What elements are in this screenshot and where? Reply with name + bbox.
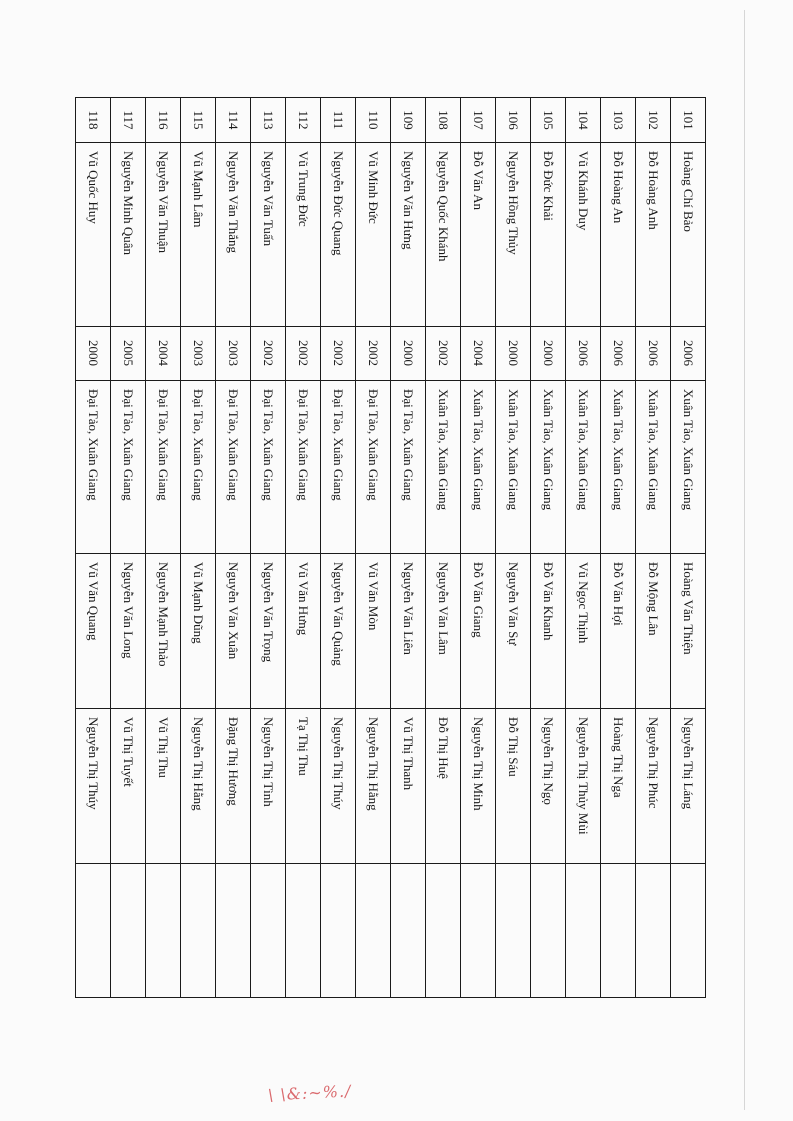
- cell-notes: [671, 864, 706, 998]
- cell-mother-name: Hoàng Thị Nga: [601, 709, 636, 864]
- cell-mother-name: Nguyễn Thị Phúc: [636, 709, 671, 864]
- cell-name: Nguyễn Văn Thắng: [216, 143, 251, 327]
- cell-stt: 112: [286, 98, 321, 143]
- cell-address: Đại Tảo, Xuân Giang: [286, 381, 321, 554]
- cell-notes: [391, 864, 426, 998]
- cell-mother-name: Vũ Thị Tuyết: [111, 709, 146, 864]
- cell-birth-year: 2002: [426, 327, 461, 381]
- cell-father-name: Nguyễn Văn Sự: [496, 554, 531, 709]
- cell-address: Xuân Tảo, Xuân Giang: [601, 381, 636, 554]
- cell-father-name: Nguyễn Văn Xuân: [216, 554, 251, 709]
- cell-notes: [531, 864, 566, 998]
- cell-stt: 110: [356, 98, 391, 143]
- cell-mother-name: Nguyễn Thị Hằng: [356, 709, 391, 864]
- cell-birth-year: 2006: [636, 327, 671, 381]
- cell-name: Vũ Minh Đức: [356, 143, 391, 327]
- cell-address: Đại Tảo, Xuân Giang: [111, 381, 146, 554]
- cell-birth-year: 2002: [356, 327, 391, 381]
- cell-mother-name: Nguyễn Thị Láng: [671, 709, 706, 864]
- cell-address: Xuân Tảo, Xuân Giang: [636, 381, 671, 554]
- cell-birth-year: 2000: [496, 327, 531, 381]
- cell-birth-year: 2002: [286, 327, 321, 381]
- cell-address: Xuân Tảo, Xuân Giang: [426, 381, 461, 554]
- cell-mother-name: Nguyễn Thị Thúy: [321, 709, 356, 864]
- cell-name: Nguyễn Văn Thuận: [146, 143, 181, 327]
- cell-stt: 108: [426, 98, 461, 143]
- cell-birth-year: 2000: [531, 327, 566, 381]
- cell-father-name: Nguyễn Văn Lâm: [426, 554, 461, 709]
- cell-mother-name: Vũ Thị Thu: [146, 709, 181, 864]
- cell-name: Vũ Mạnh Lâm: [181, 143, 216, 327]
- cell-address: Đại Tảo, Xuân Giang: [356, 381, 391, 554]
- cell-father-name: Nguyễn Văn Long: [111, 554, 146, 709]
- cell-father-name: Vũ Văn Mòn: [356, 554, 391, 709]
- cell-address: Đại Tảo, Xuân Giang: [181, 381, 216, 554]
- cell-name: Đỗ Đức Khải: [531, 143, 566, 327]
- cell-notes: [251, 864, 286, 998]
- cell-stt: 111: [321, 98, 356, 143]
- cell-notes: [566, 864, 601, 998]
- table-row: [636, 98, 671, 998]
- cell-father-name: Đỗ Mộng Lân: [636, 554, 671, 709]
- cell-birth-year: 2003: [216, 327, 251, 381]
- cell-birth-year: 2002: [321, 327, 356, 381]
- table-row: [461, 98, 496, 998]
- cell-name: Nguyễn Văn Tuấn: [251, 143, 286, 327]
- table-row: [531, 98, 566, 998]
- cell-stt: 115: [181, 98, 216, 143]
- table-row: [181, 98, 216, 998]
- cell-address: Đại Tảo, Xuân Giang: [321, 381, 356, 554]
- cell-birth-year: 2003: [181, 327, 216, 381]
- cell-stt: 105: [531, 98, 566, 143]
- cell-birth-year: 2006: [601, 327, 636, 381]
- cell-stt: 109: [391, 98, 426, 143]
- cell-name: Đỗ Văn An: [461, 143, 496, 327]
- cell-stt: 116: [146, 98, 181, 143]
- cell-mother-name: Đỗ Thị Huệ: [426, 709, 461, 864]
- cell-mother-name: Tạ Thị Thu: [286, 709, 321, 864]
- cell-mother-name: Nguyễn Thị Tình: [251, 709, 286, 864]
- cell-stt: 118: [76, 98, 111, 143]
- cell-name: Nguyễn Đức Quang: [321, 143, 356, 327]
- cell-father-name: Nguyễn Văn Quảng: [321, 554, 356, 709]
- table-row: [356, 98, 391, 998]
- cell-address: Đại Tảo, Xuân Giang: [391, 381, 426, 554]
- cell-father-name: Hoàng Văn Thiện: [671, 554, 706, 709]
- cell-mother-name: Nguyễn Thị Minh: [461, 709, 496, 864]
- cell-address: Xuân Tảo, Xuân Giang: [671, 381, 706, 554]
- red-signature-mark: \ \&:~%./: [267, 1081, 352, 1105]
- table-body: [76, 98, 706, 998]
- table-row: [566, 98, 601, 998]
- cell-birth-year: 2005: [111, 327, 146, 381]
- table-row: [496, 98, 531, 998]
- cell-birth-year: 2006: [671, 327, 706, 381]
- cell-birth-year: 2006: [566, 327, 601, 381]
- cell-notes: [636, 864, 671, 998]
- cell-name: Đỗ Hoàng An: [601, 143, 636, 327]
- cell-stt: 101: [671, 98, 706, 143]
- cell-address: Đại Tảo, Xuân Giang: [76, 381, 111, 554]
- cell-birth-year: 2002: [251, 327, 286, 381]
- cell-birth-year: 2004: [461, 327, 496, 381]
- cell-notes: [111, 864, 146, 998]
- cell-name: Nguyễn Hồng Thủy: [496, 143, 531, 327]
- cell-notes: [496, 864, 531, 998]
- cell-father-name: Đỗ Văn Khanh: [531, 554, 566, 709]
- table-row: [216, 98, 251, 998]
- cell-notes: [216, 864, 251, 998]
- cell-stt: 113: [251, 98, 286, 143]
- cell-stt: 107: [461, 98, 496, 143]
- cell-address: Xuân Tảo, Xuân Giang: [566, 381, 601, 554]
- cell-notes: [601, 864, 636, 998]
- cell-name: Nguyễn Minh Quân: [111, 143, 146, 327]
- rotated-table-container: [86, 97, 706, 997]
- cell-father-name: Vũ Văn Hưng: [286, 554, 321, 709]
- cell-stt: 104: [566, 98, 601, 143]
- cell-birth-year: 2000: [391, 327, 426, 381]
- cell-father-name: Vũ Văn Quang: [76, 554, 111, 709]
- cell-stt: 114: [216, 98, 251, 143]
- cell-father-name: Nguyễn Mạnh Thảo: [146, 554, 181, 709]
- cell-name: Vũ Khánh Duy: [566, 143, 601, 327]
- cell-father-name: Nguyễn Văn Liên: [391, 554, 426, 709]
- cell-birth-year: 2000: [76, 327, 111, 381]
- cell-mother-name: Nguyễn Thị Thúy: [76, 709, 111, 864]
- cell-name: Nguyễn Quốc Khánh: [426, 143, 461, 327]
- cell-notes: [321, 864, 356, 998]
- cell-father-name: Nguyễn Văn Trọng: [251, 554, 286, 709]
- cell-stt: 117: [111, 98, 146, 143]
- table-row: [146, 98, 181, 998]
- cell-name: Đỗ Hoàng Anh: [636, 143, 671, 327]
- cell-birth-year: 2004: [146, 327, 181, 381]
- cell-mother-name: Nguyễn Thị Hằng: [181, 709, 216, 864]
- cell-father-name: Đỗ Văn Giang: [461, 554, 496, 709]
- table-row: [251, 98, 286, 998]
- cell-father-name: Đỗ Văn Hợi: [601, 554, 636, 709]
- cell-name: Hoàng Chí Bảo: [671, 143, 706, 327]
- cell-mother-name: Vũ Thị Thanh: [391, 709, 426, 864]
- cell-stt: 103: [601, 98, 636, 143]
- table-row: [601, 98, 636, 998]
- table-row: [76, 98, 111, 998]
- cell-address: Xuân Tảo, Xuân Giang: [531, 381, 566, 554]
- cell-notes: [76, 864, 111, 998]
- cell-stt: 102: [636, 98, 671, 143]
- table-row: [671, 98, 706, 998]
- cell-stt: 106: [496, 98, 531, 143]
- cell-name: Nguyễn Văn Hưng: [391, 143, 426, 327]
- cell-mother-name: Đỗ Thị Sáu: [496, 709, 531, 864]
- cell-father-name: Vũ Ngọc Thịnh: [566, 554, 601, 709]
- cell-mother-name: Nguyễn Thị Thủy Mùi: [566, 709, 601, 864]
- table-row: [391, 98, 426, 998]
- cell-father-name: Vũ Mạnh Dũng: [181, 554, 216, 709]
- cell-name: Vũ Trung Đức: [286, 143, 321, 327]
- page-edge-line: [744, 10, 745, 1110]
- cell-mother-name: Nguyễn Thị Ngọ: [531, 709, 566, 864]
- table-row: [286, 98, 321, 998]
- cell-address: Đại Tảo, Xuân Giang: [251, 381, 286, 554]
- cell-notes: [426, 864, 461, 998]
- cell-notes: [356, 864, 391, 998]
- student-list-table: [75, 97, 706, 998]
- cell-name: Vũ Quốc Huy: [76, 143, 111, 327]
- cell-mother-name: Đặng Thị Hương: [216, 709, 251, 864]
- cell-notes: [461, 864, 496, 998]
- table-row: [426, 98, 461, 998]
- table-row: [111, 98, 146, 998]
- cell-address: Xuân Tảo, Xuân Giang: [461, 381, 496, 554]
- cell-address: Xuân Tảo, Xuân Giang: [496, 381, 531, 554]
- table-row: [321, 98, 356, 998]
- cell-address: Đại Tảo, Xuân Giang: [146, 381, 181, 554]
- cell-notes: [146, 864, 181, 998]
- cell-address: Đại Tảo, Xuân Giang: [216, 381, 251, 554]
- cell-notes: [286, 864, 321, 998]
- cell-notes: [181, 864, 216, 998]
